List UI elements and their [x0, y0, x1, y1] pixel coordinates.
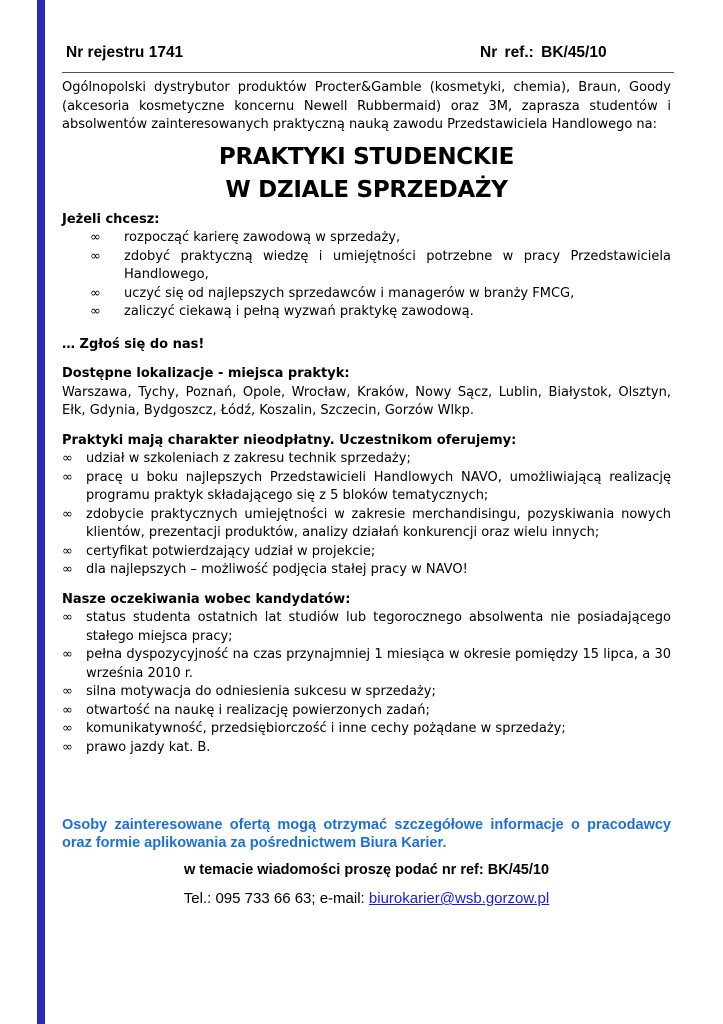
- infinity-bullet-icon: ∞: [90, 304, 101, 319]
- list-item: ∞ uczyć się od najlepszych sprzedawców i managerów w branży FMCG,: [62, 285, 671, 304]
- list-item: ∞ pełna dyspozycyjność na czas przynajmniej 1 miesiąca w okresie pomiędzy 15 lipca, a 30 września 2010 r.: [62, 647, 671, 681]
- list-item: ∞ rozpocząć karierę zawodową w sprzedaży,: [62, 229, 671, 248]
- infinity-bullet-icon: ∞: [90, 248, 101, 264]
- list-item: ∞ otwartość na naukę i realizację powierzonych zadań;: [62, 702, 671, 721]
- left-accent-bar: [37, 0, 45, 1024]
- title-line-1: PRAKTYKI STUDENCKIE: [218, 143, 515, 170]
- list-item: ∞ udział w szkoleniach z zakresu technik sprzedaży;: [62, 450, 671, 469]
- expectations-heading: Nasze oczekiwania wobec kandydatów:: [62, 591, 351, 607]
- list-item: ∞ silna motywacja do odniesienia sukcesu w sprzedaży;: [62, 683, 671, 702]
- if-you-want-heading: Jeżeli chcesz:: [62, 211, 160, 227]
- infinity-bullet-icon: ∞: [62, 469, 73, 485]
- infinity-bullet-icon: ∞: [62, 702, 73, 718]
- locations-heading: Dostępne lokalizacje - miejsca praktyk:: [62, 366, 350, 381]
- offer-list: [62, 450, 671, 580]
- header-divider: [62, 72, 674, 73]
- reference-number: Nr ref.: BK/45/10: [480, 44, 607, 61]
- infinity-bullet-icon: ∞: [62, 506, 73, 522]
- list-item: ∞ zdobyć praktyczną wiedzę i umiejętności potrzebne w pracy Przedstawiciela Handlowego,: [90, 248, 671, 282]
- reference-note: w temacie wiadomości proszę podać nr ref: BK/45/10: [183, 862, 550, 878]
- contact-phone: Tel.: 095 733 66 63; e-mail:: [183, 890, 369, 907]
- list-item: ∞ zaliczyć ciekawą i pełną wyzwań praktykę zawodową.: [62, 303, 671, 322]
- list-item: ∞ pracę u boku najlepszych Przedstawicieli Handlowych NAVO, umożliwiającą realizację programu praktyk składającego się z 5 bloków tematycznych;: [62, 469, 671, 503]
- infinity-bullet-icon: ∞: [62, 684, 73, 699]
- intro-paragraph: Ogólnopolski dystrybutor produktów Procter&Gamble (kosmetyki, chemia), Braun, Goody (akcesoria kosmetyczne koncernu Newell Rubbermaid) oraz 3M, zaprasza studentów i absolwentów zainteresowanych praktyczną nauką zawodu Przedstawiciela Handlowego na:: [62, 80, 671, 132]
- infinity-bullet-icon: ∞: [62, 739, 73, 755]
- page-title: [62, 141, 671, 207]
- list-item: ∞ dla najlepszych – możliwość podjęcia stałej pracy w NAVO!: [62, 561, 671, 580]
- list-item: ∞ certyfikat potwierdzający udział w projekcie;: [62, 543, 671, 562]
- offer-heading: Praktyki mają charakter nieodpłatny. Uczestnikom oferujemy:: [62, 432, 517, 448]
- document-header: [62, 41, 674, 67]
- infinity-bullet-icon: ∞: [90, 230, 101, 245]
- infinity-bullet-icon: ∞: [62, 647, 73, 662]
- infinity-bullet-icon: ∞: [62, 451, 73, 466]
- contact-line: [62, 890, 671, 907]
- list-item: ∞ prawo jazdy kat. B.: [62, 739, 671, 758]
- career-office-info: Osoby zainteresowane ofertą mogą otrzymać szczegółowe informacje o pracodawcy oraz formie aplikowania za pośrednictwem Biura Karier.: [62, 817, 671, 851]
- if-you-want-list: [62, 229, 671, 322]
- list-item: ∞ status studenta ostatnich lat studiów lub tegorocznego absolwenta nie posiadającego stałego miejsca pracy;: [62, 610, 671, 644]
- infinity-bullet-icon: ∞: [90, 285, 101, 301]
- infinity-bullet-icon: ∞: [62, 610, 73, 625]
- expectations-list: [62, 609, 671, 757]
- apply-call: … Zgłoś się do nas!: [62, 336, 205, 352]
- document-body: [62, 79, 671, 757]
- registry-number: Nr rejestru 1741: [66, 44, 184, 61]
- list-item: ∞ komunikatywność, przedsiębiorczość i inne cechy pożądane w sprzedaży;: [62, 720, 671, 739]
- infinity-bullet-icon: ∞: [62, 562, 73, 577]
- locations-text: Warszawa, Tychy, Poznań, Opole, Wrocław, Kraków, Nowy Sącz, Lublin, Białystok, Olsztyn, Ełk, Gdynia, Bydgoszcz, Łódź, Koszalin, Szczecin, Gorzów Wlkp.: [62, 384, 671, 418]
- infinity-bullet-icon: ∞: [62, 543, 73, 559]
- list-item: ∞ zdobycie praktycznych umiejętności w zakresie merchandisingu, pozyskiwania nowych klientów, prezentacji produktów, analizy działań konkurencji oraz wielu innych;: [62, 506, 671, 540]
- infinity-bullet-icon: ∞: [62, 721, 73, 736]
- email-link[interactable]: biurokarier@wsb.gorzow.pl: [368, 890, 550, 907]
- title-line-2: W DZIALE SPRZEDAŻY: [225, 176, 508, 203]
